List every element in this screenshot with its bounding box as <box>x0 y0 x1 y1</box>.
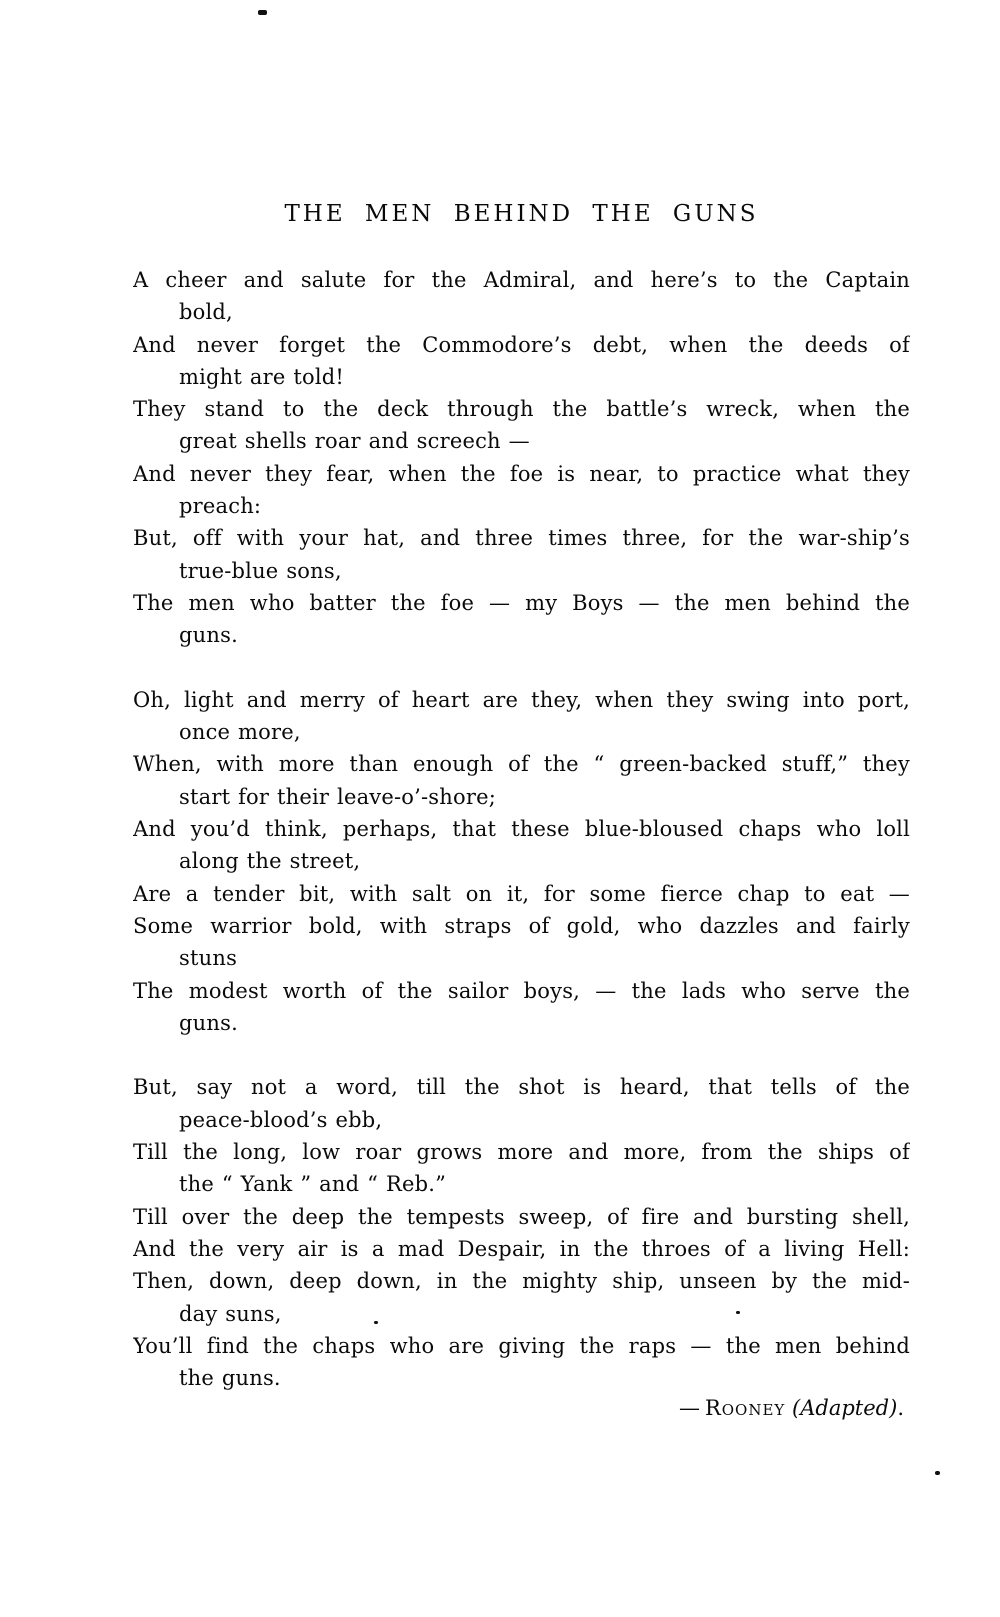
poem-line: And the very air is a mad Despair, in the throes of a living Hell: <box>133 1236 910 1261</box>
poem-line: Till over the deep the tempests sweep, of fire and bursting shell, <box>133 1204 910 1229</box>
poem-line: You’ll find the chaps who are giving the raps — the men behind <box>133 1333 910 1358</box>
poem-line: Oh, light and merry of heart are they, when they swing into port, <box>133 687 910 712</box>
poem-line-continuation: true-blue sons, <box>179 558 342 583</box>
poem-line-continuation: bold, <box>179 300 233 325</box>
poem-line-continuation: great shells roar and screech — <box>179 429 530 454</box>
attribution-period: . <box>897 1396 904 1420</box>
stanza-1 <box>133 264 910 652</box>
poem-line-continuation: along the street, <box>179 849 361 874</box>
stanza-3 <box>133 1071 910 1394</box>
stanza-2 <box>133 684 910 1039</box>
poem-body <box>133 264 910 1427</box>
poem-line-continuation: might are told! <box>179 364 345 389</box>
poem-line-continuation: once more, <box>179 720 301 745</box>
poem-line-continuation: the “ Yank ” and “ Reb.” <box>179 1172 447 1197</box>
poem-line-continuation: the guns. <box>179 1366 281 1391</box>
poem-line-continuation: guns. <box>179 623 238 648</box>
poem-line-continuation: start for their leave-o’-shore; <box>179 784 496 809</box>
poem-line-continuation: stuns <box>179 946 238 971</box>
attribution-author: Rooney <box>704 1396 786 1420</box>
poem-line: The modest worth of the sailor boys, — the lads who serve the <box>133 978 910 1003</box>
attribution-dash: — <box>678 1396 700 1420</box>
poem-line: Are a tender bit, with salt on it, for some fierce chap to eat — <box>133 881 910 906</box>
poem-attribution <box>133 1392 910 1424</box>
poem-line: And never they fear, when the foe is near, to practice what they <box>133 461 910 486</box>
ink-speck <box>258 10 267 15</box>
poem-title: THE MEN BEHIND THE GUNS <box>284 201 759 227</box>
ink-speck <box>935 1471 940 1475</box>
poem-line: They stand to the deck through the battle’s wreck, when the <box>133 397 910 422</box>
poem-line: But, off with your hat, and three times three, for the war-ship’s <box>133 526 910 551</box>
poem-line-continuation: day suns, <box>179 1301 282 1326</box>
poem-line: And you’d think, perhaps, that these blue-bloused chaps who loll <box>133 817 910 842</box>
poem-line: Some warrior bold, with straps of gold, who dazzles and fairly <box>133 913 910 938</box>
poem-line-continuation: guns. <box>179 1010 238 1035</box>
poem-line: A cheer and salute for the Admiral, and here’s to the Captain <box>133 268 910 292</box>
poem-line-continuation: preach: <box>179 494 262 519</box>
attribution-note: (Adapted) <box>792 1396 898 1420</box>
poem-line: When, with more than enough of the “ green-backed stuff,” they <box>133 752 910 777</box>
poem-line: Then, down, deep down, in the mighty ship, unseen by the mid- <box>133 1269 910 1294</box>
poem-line: The men who batter the foe — my Boys — the men behind the <box>133 590 910 615</box>
poem-line-continuation: peace-blood’s ebb, <box>179 1107 383 1132</box>
poem-line: And never forget the Commodore’s debt, when the deeds of <box>133 332 910 357</box>
poem-line: Till the long, low roar grows more and more, from the ships of <box>133 1140 910 1165</box>
poem-line: But, say not a word, till the shot is heard, that tells of the <box>133 1075 910 1100</box>
